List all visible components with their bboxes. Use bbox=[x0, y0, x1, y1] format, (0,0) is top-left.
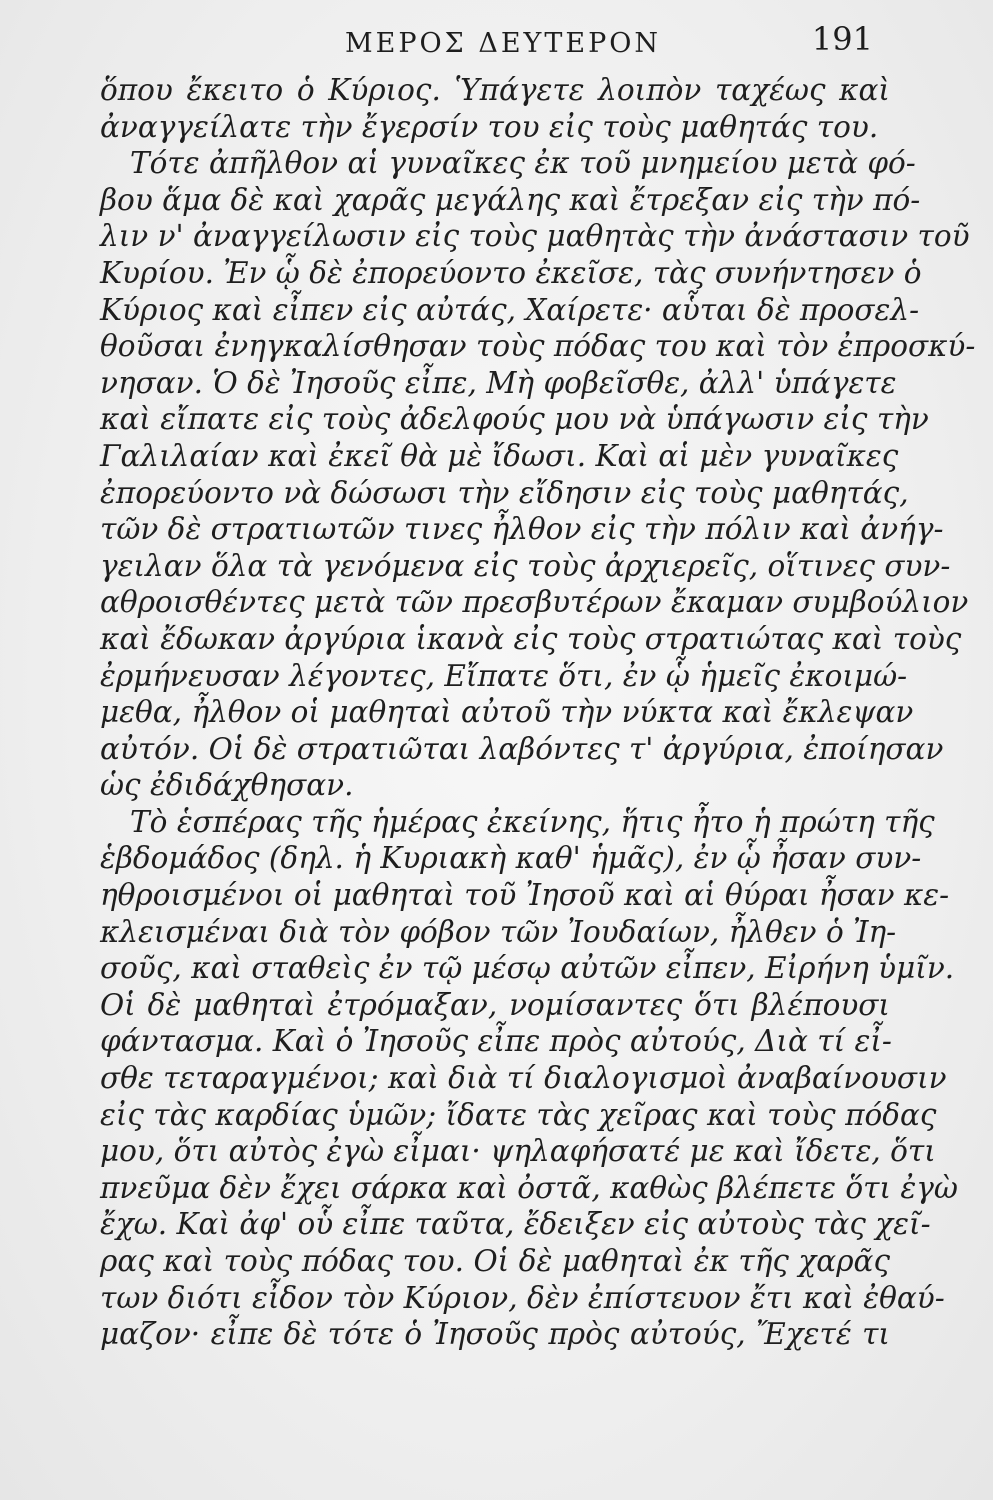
text-line: γειλαν ὅλα τὰ γενόμενα εἰς τοὺς ἀρχιερεῖς, οἵτινες συν- bbox=[100, 548, 951, 583]
text-line: ἀναγγείλατε τὴν ἔγερσίν του εἰς τοὺς μαθητάς του. bbox=[100, 109, 879, 144]
text-line: νησαν. Ὁ δὲ Ἰησοῦς εἶπε, Μὴ φοβεῖσθε, ἀλλ' ὑπάγετε bbox=[100, 365, 897, 400]
text-line: ἐπορεύοντο νὰ δώσωσι τὴν εἴδησιν εἰς τοὺς μαθητάς, bbox=[100, 475, 909, 510]
text-line: Κυρίου. Ἐν ᾧ δὲ ἐπορεύοντο ἐκεῖσε, τὰς συνήντησεν ὁ bbox=[100, 255, 922, 290]
page-number: 191 bbox=[811, 20, 873, 58]
text-line: ἐρμήνευσαν λέγοντες, Εἴπατε ὅτι, ἐν ᾧ ἡμεῖς ἐκοιμώ- bbox=[100, 658, 908, 693]
text-line: ὡς ἐδιδάχθησαν. bbox=[100, 768, 354, 803]
text-line: ἔχω. Καὶ ἀφ' οὗ εἶπε ταῦτα, ἔδειξεν εἰς αὐτοὺς τὰς χεῖ- bbox=[100, 1207, 931, 1242]
text-line: φάντασμα. Καὶ ὁ Ἰησοῦς εἶπε πρὸς αὐτούς, Διὰ τί εἶ- bbox=[100, 1024, 892, 1059]
text-line: Κύριος καὶ εἶπεν εἰς αὐτάς, Χαίρετε· αὗται δὲ προσελ- bbox=[100, 292, 920, 327]
text-line: καὶ εἴπατε εἰς τοὺς ἀδελφούς μου νὰ ὑπάγωσιν εἰς τὴν bbox=[100, 402, 929, 437]
text-line: Τότε ἀπῆλθον αἱ γυναῖκες ἐκ τοῦ μνημείου μετὰ φό- bbox=[130, 146, 916, 181]
text-line: ρας καὶ τοὺς πόδας του. Οἱ δὲ μαθηταὶ ἐκ τῆς χαρᾶς bbox=[100, 1244, 890, 1278]
text-line: των διότι εἶδον τὸν Κύριον, δὲν ἐπίστευον ἔτι καὶ ἐθαύ- bbox=[100, 1280, 945, 1315]
text-line: βου ἅμα δὲ καὶ χαρᾶς μεγάλης καὶ ἔτρεξαν εἰς τὴν πό- bbox=[100, 182, 921, 217]
text-line: αὐτόν. Οἱ δὲ στρατιῶται λαβόντες τ' ἀργύρια, ἐποίησαν bbox=[100, 731, 944, 766]
text-line: σοῦς, καὶ σταθεὶς ἐν τῷ μέσῳ αὐτῶν εἶπεν, Εἰρήνη ὑμῖν. bbox=[100, 951, 955, 986]
text-line: μεθα, ἦλθον οἱ μαθηταὶ αὐτοῦ τὴν νύκτα καὶ ἔκλεψαν bbox=[100, 695, 914, 730]
text-line: τῶν δὲ στρατιωτῶν τινες ἦλθον εἰς τὴν πόλιν καὶ ἀνήγ- bbox=[100, 512, 944, 547]
text-line: θοῦσαι ἐνηγκαλίσθησαν τοὺς πόδας του καὶ τὸν ἐπροσκύ- bbox=[100, 329, 976, 364]
text-line: αθροισθέντες μετὰ τῶν πρεσβυτέρων ἔκαμαν συμβούλιον bbox=[100, 585, 969, 620]
text-line: ἑβδομάδος (δηλ. ἡ Κυριακὴ καθ' ἡμᾶς), ἐν ᾧ ἦσαν συν- bbox=[100, 841, 922, 876]
text-line: Οἱ δὲ μαθηταὶ ἐτρόμαξαν, νομίσαντες ὅτι βλέπουσι bbox=[100, 987, 890, 1022]
text-line: ὅπου ἔκειτο ὁ Κύριος. Ὑπάγετε λοιπὸν ταχέως καὶ bbox=[100, 73, 890, 107]
body-text bbox=[100, 72, 976, 1353]
text-line: κλεισμέναι διὰ τὸν φόβον τῶν Ἰουδαίων, ἦλθεν ὁ Ἰη- bbox=[100, 914, 897, 949]
text-line: μου, ὅτι αὐτὸς ἐγὼ εἶμαι· ψηλαφήσατέ με καὶ ἴδετε, ὅτι bbox=[100, 1134, 936, 1169]
text-line: λιν ν' ἀναγγείλωσιν εἰς τοὺς μαθητὰς τὴν ἀνάστασιν τοῦ bbox=[100, 219, 970, 254]
text-line: εἰς τὰς καρδίας ὑμῶν; ἴδατε τὰς χεῖρας καὶ τοὺς πόδας bbox=[100, 1097, 937, 1132]
text-line: Τὸ ἑσπέρας τῆς ἡμέρας ἐκείνης, ἥτις ἦτο ἡ πρώτη τῆς bbox=[130, 804, 935, 839]
text-line: ηθροισμένοι οἱ μαθηταὶ τοῦ Ἰησοῦ καὶ αἱ θύραι ἦσαν κε- bbox=[100, 878, 950, 913]
text-line: Γαλιλαίαν καὶ ἐκεῖ θὰ μὲ ἴδωσι. Καὶ αἱ μὲν γυναῖκες bbox=[100, 438, 899, 473]
text-line: σθε τεταραγμένοι; καὶ διὰ τί διαλογισμοὶ ἀναβαίνουσιν bbox=[100, 1061, 947, 1096]
text-line: καὶ ἔδωκαν ἀργύρια ἱκανὰ εἰς τοὺς στρατιώτας καὶ τοὺς bbox=[100, 621, 962, 656]
text-line: μαζον· εἶπε δὲ τότε ὁ Ἰησοῦς πρὸς αὐτούς, Ἔχετέ τι bbox=[100, 1317, 890, 1352]
running-head: ΜΕΡΟΣ ΔΕΥΤΕΡΟΝ bbox=[345, 28, 662, 59]
text-line: πνεῦμα δὲν ἔχει σάρκα καὶ ὀστᾶ, καθὼς βλέπετε ὅτι ἐγὼ bbox=[100, 1170, 958, 1205]
